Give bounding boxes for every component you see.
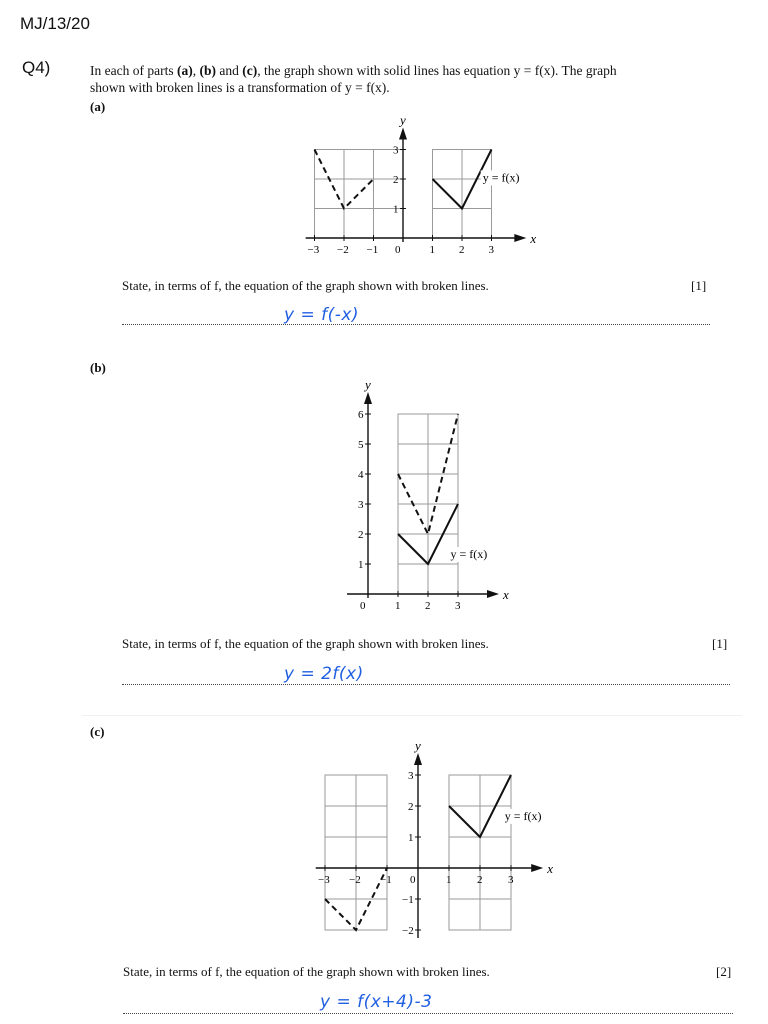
grid-cell: [480, 837, 511, 868]
x-tick-label: 1: [395, 600, 401, 612]
curve-label: y = f(x): [504, 808, 542, 823]
y-axis-label: y: [400, 112, 406, 128]
part-c-answer-line: [123, 1013, 733, 1014]
grid-cell: [374, 150, 404, 180]
intro-text: ,: [192, 63, 200, 78]
x-tick-label: −1: [366, 244, 379, 256]
graph-b: [330, 372, 510, 620]
grid-cell: [325, 775, 356, 806]
grid-cell: [325, 837, 356, 868]
grid-cell: [374, 179, 404, 209]
y-tick-label: 3: [393, 144, 399, 157]
question-intro: [90, 62, 730, 96]
grid-cell: [398, 504, 428, 534]
part-a-answer-line: [122, 324, 710, 325]
part-c-prompt: State, in terms of f, the equation of the graph shown with broken lines.: [123, 964, 490, 979]
grid-cell: [356, 837, 387, 868]
x-tick-label: 0: [395, 244, 401, 256]
x-tick-label: 3: [508, 874, 514, 886]
part-b-marks: [1]: [712, 636, 728, 651]
grid-cell: [480, 775, 511, 806]
y-axis-arrow: [399, 128, 407, 140]
x-tick-label: 0: [360, 600, 366, 612]
x-tick-label: 2: [459, 244, 465, 256]
grid-cell: [344, 150, 374, 180]
y-tick-label: 2: [393, 174, 399, 186]
part-a-prompt: State, in terms of f, the equation of the graph shown with broken lines.: [122, 278, 489, 293]
y-tick-label: −1: [402, 894, 414, 906]
grid-cell: [480, 868, 511, 899]
y-axis-arrow: [414, 753, 422, 765]
y-tick-label: 2: [358, 529, 364, 541]
intro-line-1: [90, 62, 730, 79]
part-ref-c: (c): [242, 63, 258, 78]
intro-line-2: shown with broken lines is a transformation of y = f(x).: [90, 80, 390, 95]
grid-cell: [325, 806, 356, 837]
section-divider: [82, 715, 742, 716]
x-tick-label: −3: [318, 874, 330, 886]
grid-cell: [315, 150, 345, 180]
y-tick-label: 1: [358, 559, 364, 571]
grid-cell: [449, 837, 480, 868]
curve-label: y = f(x): [450, 547, 488, 561]
y-axis-label: y: [365, 377, 371, 392]
x-tick-label: 3: [488, 244, 494, 256]
x-tick-label: −2: [337, 244, 349, 256]
y-tick-label: 3: [408, 770, 414, 782]
part-a-marks: [1]: [691, 278, 707, 293]
y-tick-label: 6: [358, 409, 364, 421]
x-tick-label: 3: [455, 600, 461, 612]
graph-c: [300, 736, 560, 948]
grid-cell: [356, 775, 387, 806]
y-tick-label: 2: [408, 801, 414, 813]
intro-text: In each of parts: [90, 63, 177, 78]
x-tick-label: 1: [446, 874, 452, 886]
y-axis-label: y: [415, 738, 421, 753]
x-tick-label: 1: [429, 244, 435, 256]
grid-cell: [398, 444, 428, 474]
part-b-prompt: State, in terms of f, the equation of the graph shown with broken lines.: [122, 636, 489, 651]
y-tick-label: 1: [408, 832, 414, 844]
y-tick-label: −2: [402, 925, 414, 937]
question-number: Q4): [22, 58, 51, 77]
grid-cell: [398, 564, 428, 594]
paper-code: MJ/13/20: [20, 14, 90, 33]
intro-text: and: [215, 63, 243, 78]
y-tick-label: 3: [358, 499, 364, 511]
grid-cell: [449, 775, 480, 806]
grid-cell: [462, 209, 492, 239]
graph-a: [290, 112, 540, 262]
grid-cell: [449, 868, 480, 899]
part-b-answer-line: [122, 684, 730, 685]
intro-text: , the graph shown with solid lines has equation y = f(x). The graph: [257, 63, 617, 78]
part-ref-b: (b): [199, 63, 216, 78]
x-axis-label: x: [547, 861, 553, 876]
y-tick-label: 1: [393, 203, 399, 216]
curve-label: y = f(x): [482, 170, 520, 185]
x-axis-arrow: [531, 864, 543, 872]
grid-cell: [356, 899, 387, 930]
grid-cell: [480, 899, 511, 930]
grid-cell: [315, 179, 345, 209]
grid-cell: [428, 474, 458, 504]
y-axis-arrow: [364, 392, 372, 404]
grid-cell: [428, 444, 458, 474]
x-tick-label: −3: [307, 244, 320, 256]
y-tick-label: 4: [358, 469, 364, 481]
x-axis-label: x: [530, 231, 537, 246]
part-c-marks: [2]: [716, 964, 732, 979]
grid-cell: [449, 899, 480, 930]
x-axis-arrow: [514, 234, 526, 242]
part-b-label: (b): [90, 360, 106, 375]
part-ref-a: (a): [176, 63, 193, 78]
grid-cell: [344, 209, 374, 239]
part-a-label: (a): [90, 99, 106, 114]
grid-cell: [433, 150, 463, 180]
x-tick-label: 2: [425, 600, 431, 612]
x-axis-label: x: [503, 587, 509, 602]
part-a-answer: y = f(-x): [284, 305, 360, 325]
x-tick-label: 0: [410, 874, 416, 886]
grid-cell: [433, 209, 463, 239]
part-b-answer: y = 2f(x): [284, 664, 364, 684]
grid-cell: [398, 474, 428, 504]
grid-cell: [398, 414, 428, 444]
x-axis-arrow: [487, 590, 499, 598]
grid-cell: [374, 209, 404, 239]
y-tick-label: 5: [358, 439, 364, 451]
x-tick-label: −2: [349, 874, 361, 886]
grid-cell: [315, 209, 345, 239]
part-c-label: (c): [90, 724, 105, 739]
grid-cell: [356, 806, 387, 837]
x-tick-label: 2: [477, 874, 483, 886]
grid-cell: [428, 564, 458, 594]
part-c-answer: y = f(x+4)-3: [320, 992, 433, 1012]
x-tick-label: −1: [380, 874, 392, 886]
